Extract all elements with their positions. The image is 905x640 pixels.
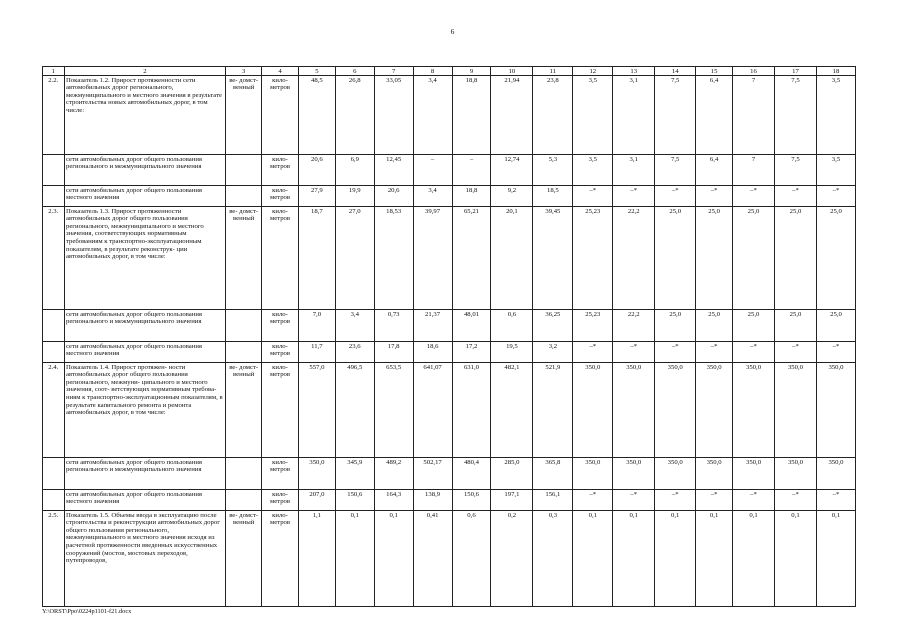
value-cell: 3,5 [573, 76, 613, 155]
column-number-row [43, 67, 856, 76]
row-number-cell: 2.2. [43, 76, 65, 155]
value-cell: 19,5 [491, 342, 533, 363]
row-number-cell [43, 186, 65, 207]
value-cell: 0,2 [491, 511, 533, 607]
indicator-type-cell [226, 155, 262, 186]
value-cell: 502,17 [413, 458, 452, 490]
row-number-cell: 2.3. [43, 207, 65, 310]
indicator-type-cell [226, 490, 262, 511]
indicator-type-cell: ве- домст- венный [226, 363, 262, 458]
value-cell: 39,97 [413, 207, 452, 310]
unit-cell: кило- метров [262, 155, 299, 186]
value-cell: 25,0 [696, 310, 733, 342]
value-cell: 3,5 [816, 76, 855, 155]
value-cell: 350,0 [655, 458, 696, 490]
value-cell: 18,53 [374, 207, 413, 310]
indicator-type-cell [226, 458, 262, 490]
value-cell: 7 [733, 155, 775, 186]
value-cell: 6,4 [696, 76, 733, 155]
indicator-name-cell: сети автомобильных дорог общего пользования регионального и межмуниципального значения [64, 310, 226, 342]
value-cell: –* [775, 490, 817, 511]
value-cell: 25,0 [655, 310, 696, 342]
column-number-cell: 9 [452, 67, 491, 76]
value-cell: 21,94 [491, 76, 533, 155]
value-cell: –* [655, 186, 696, 207]
value-cell: 27,0 [335, 207, 374, 310]
value-cell: 0,1 [335, 511, 374, 607]
value-cell: 25,0 [733, 207, 775, 310]
value-cell: 207,0 [298, 490, 335, 511]
value-cell: 489,2 [374, 458, 413, 490]
unit-cell: кило- метров [262, 76, 299, 155]
table-row [43, 490, 856, 511]
value-cell: 0,1 [655, 511, 696, 607]
value-cell: 5,3 [533, 155, 573, 186]
value-cell: 20,6 [374, 186, 413, 207]
value-cell: 7,5 [775, 76, 817, 155]
value-cell: 641,07 [413, 363, 452, 458]
value-cell: –* [816, 490, 855, 511]
value-cell: 150,6 [335, 490, 374, 511]
value-cell: 0,1 [696, 511, 733, 607]
value-cell: 18,8 [452, 186, 491, 207]
value-cell: 480,4 [452, 458, 491, 490]
value-cell: 18,8 [452, 76, 491, 155]
value-cell: 65,21 [452, 207, 491, 310]
indicator-name-cell: сети автомобильных дорог общего пользования местного значения [64, 490, 226, 511]
value-cell: 150,6 [452, 490, 491, 511]
value-cell: 25,0 [655, 207, 696, 310]
column-number-cell: 7 [374, 67, 413, 76]
value-cell: 3,1 [613, 76, 655, 155]
value-cell: 25,0 [775, 207, 817, 310]
value-cell: 0,1 [816, 511, 855, 607]
value-cell: 18,7 [298, 207, 335, 310]
value-cell: –* [816, 186, 855, 207]
value-cell: 17,8 [374, 342, 413, 363]
table-row [43, 186, 856, 207]
column-number-cell: 6 [335, 67, 374, 76]
value-cell: 21,37 [413, 310, 452, 342]
value-cell: 39,45 [533, 207, 573, 310]
table-row [43, 363, 856, 458]
row-number-cell: 2.4. [43, 363, 65, 458]
value-cell: 25,23 [573, 207, 613, 310]
value-cell: 3,1 [613, 155, 655, 186]
row-number-cell [43, 458, 65, 490]
indicator-type-cell: ве- домст- венный [226, 511, 262, 607]
value-cell: –* [573, 490, 613, 511]
value-cell: 23,8 [533, 76, 573, 155]
value-cell: 12,74 [491, 155, 533, 186]
value-cell: 3,2 [533, 342, 573, 363]
table-row [43, 76, 856, 155]
value-cell: 156,1 [533, 490, 573, 511]
value-cell: –* [613, 186, 655, 207]
value-cell: 138,9 [413, 490, 452, 511]
value-cell: 48,01 [452, 310, 491, 342]
indicator-type-cell [226, 342, 262, 363]
value-cell: 7 [733, 76, 775, 155]
value-cell: 350,0 [655, 363, 696, 458]
value-cell: –* [696, 342, 733, 363]
value-cell: 23,6 [335, 342, 374, 363]
value-cell: – [413, 155, 452, 186]
column-number-cell: 1 [43, 67, 65, 76]
value-cell: 0,3 [533, 511, 573, 607]
value-cell: 482,1 [491, 363, 533, 458]
value-cell: 350,0 [733, 458, 775, 490]
value-cell: –* [775, 342, 817, 363]
value-cell: 12,45 [374, 155, 413, 186]
value-cell: 25,23 [573, 310, 613, 342]
unit-cell: кило- метров [262, 207, 299, 310]
indicator-name-cell: Показатель 1.4. Прирост протяжен- ности автомобильных дорог общего пользования регионального, межмуни- ципального и местного значения, соот- ветствующих нормативным требова- ниям к транспортно-эксплуатационным показателям, в результате капитального ремонта и ремонта автомобильных дорог, в том числе: [64, 363, 226, 458]
value-cell: 350,0 [816, 458, 855, 490]
value-cell: 7,5 [655, 155, 696, 186]
indicator-type-cell [226, 310, 262, 342]
value-cell: 0,1 [573, 511, 613, 607]
value-cell: 20,6 [298, 155, 335, 186]
value-cell: 350,0 [696, 363, 733, 458]
value-cell: 0,41 [413, 511, 452, 607]
value-cell: 164,3 [374, 490, 413, 511]
value-cell: 345,9 [335, 458, 374, 490]
table-row [43, 458, 856, 490]
table-row [43, 310, 856, 342]
value-cell: 496,5 [335, 363, 374, 458]
value-cell: 25,0 [816, 310, 855, 342]
value-cell: 285,0 [491, 458, 533, 490]
value-cell: 26,8 [335, 76, 374, 155]
column-number-cell: 17 [775, 67, 817, 76]
value-cell: 25,0 [816, 207, 855, 310]
column-number-cell: 4 [262, 67, 299, 76]
value-cell: 25,0 [696, 207, 733, 310]
unit-cell: кило- метров [262, 310, 299, 342]
value-cell: 7,0 [298, 310, 335, 342]
value-cell: 0,1 [374, 511, 413, 607]
indicator-type-cell [226, 186, 262, 207]
indicator-type-cell: ве- домст- венный [226, 207, 262, 310]
value-cell: 33,05 [374, 76, 413, 155]
value-cell: 350,0 [775, 458, 817, 490]
value-cell: 350,0 [775, 363, 817, 458]
value-cell: –* [696, 186, 733, 207]
value-cell: 48,5 [298, 76, 335, 155]
unit-cell: кило- метров [262, 186, 299, 207]
column-number-cell: 11 [533, 67, 573, 76]
column-number-cell: 3 [226, 67, 262, 76]
value-cell: –* [573, 342, 613, 363]
value-cell: 25,0 [733, 310, 775, 342]
value-cell: 20,1 [491, 207, 533, 310]
indicator-name-cell: Показатель 1.3. Прирост протяженности автомобильных дорог общего пользования регионального, межмуниципального и местного значения, соответствующих нормативным требованиям к транспортно-эксплуатационным показателям, в результате реконструк- ции автомобильных дорог, в том числе: [64, 207, 226, 310]
table-row [43, 511, 856, 607]
column-number-cell: 13 [613, 67, 655, 76]
value-cell: 7,5 [775, 155, 817, 186]
row-number-cell [43, 490, 65, 511]
value-cell: –* [733, 342, 775, 363]
value-cell: 350,0 [613, 458, 655, 490]
value-cell: 350,0 [298, 458, 335, 490]
column-number-cell: 18 [816, 67, 855, 76]
value-cell: 0,1 [613, 511, 655, 607]
value-cell: 350,0 [573, 458, 613, 490]
value-cell: 0,6 [491, 310, 533, 342]
value-cell: 9,2 [491, 186, 533, 207]
value-cell: – [452, 155, 491, 186]
value-cell: 350,0 [613, 363, 655, 458]
value-cell: 365,8 [533, 458, 573, 490]
value-cell: –* [733, 490, 775, 511]
value-cell: 557,0 [298, 363, 335, 458]
value-cell: 350,0 [696, 458, 733, 490]
value-cell: 0,1 [775, 511, 817, 607]
value-cell: 18,6 [413, 342, 452, 363]
value-cell: 11,7 [298, 342, 335, 363]
value-cell: 350,0 [573, 363, 613, 458]
value-cell: 350,0 [733, 363, 775, 458]
value-cell: –* [696, 490, 733, 511]
value-cell: 1,1 [298, 511, 335, 607]
value-cell: 6,9 [335, 155, 374, 186]
value-cell: 17,2 [452, 342, 491, 363]
value-cell: 3,5 [816, 155, 855, 186]
value-cell: 0,6 [452, 511, 491, 607]
row-number-cell [43, 310, 65, 342]
indicator-name-cell: сети автомобильных дорог общего пользования регионального и межмуниципального значения [64, 155, 226, 186]
value-cell: 19,9 [335, 186, 374, 207]
value-cell: 3,4 [413, 186, 452, 207]
value-cell: 0,1 [733, 511, 775, 607]
value-cell: –* [775, 186, 817, 207]
value-cell: 3,4 [413, 76, 452, 155]
table-row [43, 342, 856, 363]
column-number-cell: 5 [298, 67, 335, 76]
row-number-cell [43, 155, 65, 186]
value-cell: –* [816, 342, 855, 363]
value-cell: –* [733, 186, 775, 207]
row-number-cell: 2.5. [43, 511, 65, 607]
indicator-name-cell: Показатель 1.2. Прирост протяженности сети автомобильных дорог регионального, межмуниципального и местного значения в результате строительства новых автомобильных дорог, в том числе: [64, 76, 226, 155]
table-row [43, 207, 856, 310]
column-number-cell: 2 [64, 67, 226, 76]
column-number-cell: 15 [696, 67, 733, 76]
column-number-cell: 10 [491, 67, 533, 76]
column-number-cell: 14 [655, 67, 696, 76]
unit-cell: кило- метров [262, 511, 299, 607]
indicator-table [42, 66, 856, 607]
unit-cell: кило- метров [262, 342, 299, 363]
unit-cell: кило- метров [262, 363, 299, 458]
value-cell: –* [573, 186, 613, 207]
value-cell: 22,2 [613, 310, 655, 342]
value-cell: 350,0 [816, 363, 855, 458]
value-cell: 631,0 [452, 363, 491, 458]
indicator-name-cell: сети автомобильных дорог общего пользования регионального и межмуниципального значения [64, 458, 226, 490]
table-row [43, 155, 856, 186]
column-number-cell: 12 [573, 67, 613, 76]
column-number-cell: 8 [413, 67, 452, 76]
unit-cell: кило- метров [262, 458, 299, 490]
value-cell: –* [655, 342, 696, 363]
value-cell: 197,1 [491, 490, 533, 511]
indicator-name-cell: Показатель 1.5. Объемы ввода в эксплуатацию после строительства и реконструкции автомобильных дорог общего пользования регионального, межмуниципального и местного значения исходя из расчетной протяженности введенных искусственных сооружений (мостов, мостовых переходов, путепроводов, [64, 511, 226, 607]
value-cell: 6,4 [696, 155, 733, 186]
value-cell: 27,9 [298, 186, 335, 207]
value-cell: 25,0 [775, 310, 817, 342]
value-cell: –* [613, 490, 655, 511]
value-cell: 22,2 [613, 207, 655, 310]
value-cell: 521,9 [533, 363, 573, 458]
value-cell: 18,5 [533, 186, 573, 207]
value-cell: 0,73 [374, 310, 413, 342]
value-cell: –* [613, 342, 655, 363]
value-cell: 3,4 [335, 310, 374, 342]
value-cell: 653,5 [374, 363, 413, 458]
indicator-name-cell: сети автомобильных дорог общего пользования местного значения [64, 186, 226, 207]
value-cell: –* [655, 490, 696, 511]
file-path-footer: Y:\ORST\Ppo\0224p1101-f21.docx [42, 608, 132, 615]
indicator-type-cell: ве- домст- венный [226, 76, 262, 155]
unit-cell: кило- метров [262, 490, 299, 511]
indicator-name-cell: сети автомобильных дорог общего пользования местного значения [64, 342, 226, 363]
value-cell: 3,5 [573, 155, 613, 186]
value-cell: 7,5 [655, 76, 696, 155]
value-cell: 36,25 [533, 310, 573, 342]
column-number-cell: 16 [733, 67, 775, 76]
row-number-cell [43, 342, 65, 363]
page-number: 6 [450, 27, 455, 36]
